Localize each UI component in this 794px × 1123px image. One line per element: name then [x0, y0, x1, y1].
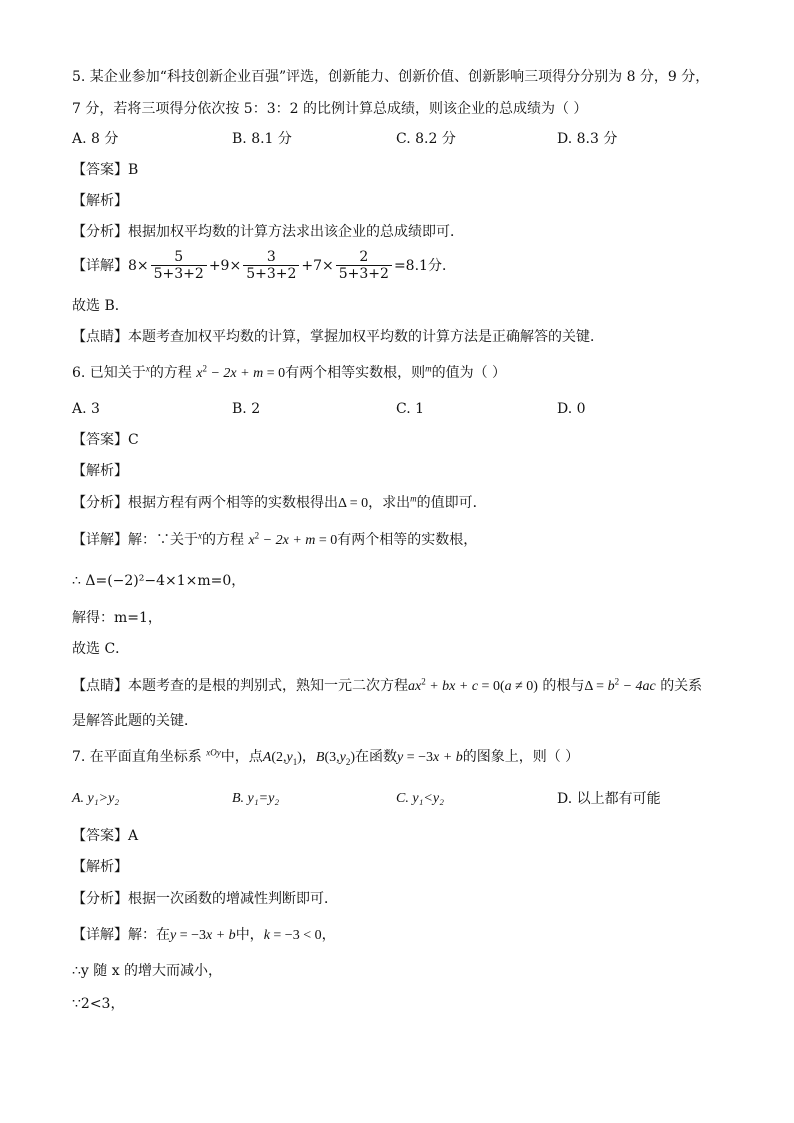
q6-equation: $x^2 - 2x + m = 0$	[196, 363, 286, 381]
q6-stem-part-b: 的方程	[149, 365, 192, 381]
q5-detail-label: 【详解】	[72, 257, 128, 274]
q6-step-1: ∴ Δ=(−2)²−4×1×m=0，	[72, 573, 246, 589]
q7-stem-part-a: 7. 在平面直角坐标系	[72, 749, 202, 765]
q6-var-x: x	[145, 363, 150, 374]
q7-function: y = −3x + b	[397, 750, 463, 765]
q7-detail-part-b: 中，	[235, 927, 264, 943]
q6-detail-var-x: x	[198, 530, 202, 541]
q6-delta-zero: Δ = 0	[338, 496, 369, 511]
q6-stem-part-d: 的值为（ ）	[431, 365, 507, 381]
q5-analysis-heading: 【解析】	[72, 193, 128, 209]
q5-analysis: 【分析】根据加权平均数的计算方法求出该企业的总成绩即可．	[72, 224, 464, 240]
q7-stem-part-e: 的图象上，则（ ）	[462, 749, 580, 765]
q5-fraction-1-den: 5+3+2	[153, 266, 204, 282]
q5-stem-line2: 7 分，若将三项得分依次按 5：3：2 的比例计算总成绩，则该企业的总成绩为（ ）	[72, 101, 588, 117]
q6-option-d: D. 0	[557, 401, 586, 417]
q7-option-a: A. y₁>y₂	[72, 791, 120, 806]
q6-analysis-part-b: ，求出	[368, 495, 411, 511]
q5-detail-result: =8.1分．	[393, 257, 456, 274]
q6-detail	[72, 531, 477, 550]
q6-comment-part-b: 的根与	[542, 678, 585, 694]
q7-answer: 【答案】A	[72, 828, 139, 844]
q7-option-c: C. y₁<y₂	[396, 791, 444, 806]
q5-fraction-2-num: 3	[243, 249, 299, 266]
q5-fraction-2	[243, 249, 299, 282]
q5-conclusion: 故选 B．	[72, 298, 129, 314]
q7-point-b: $B(3,y_2)$	[315, 750, 356, 767]
q5-fraction-1	[151, 249, 207, 282]
q6-detail-part-b: 的方程	[202, 532, 244, 548]
q7-coord-system: xOy	[206, 747, 221, 758]
q5-stem-line1: 5. 某企业参加“科技创新企业百强”评选，创新能力、创新价值、创新影响三项得分分别为 8 分，9 分，	[72, 69, 710, 85]
q7-detail-part-a: 【详解】解：在	[72, 927, 170, 943]
q7-detail: 【详解】解：在y = −3x + b中，k = −3 < 0，	[72, 927, 336, 943]
q7-step-1: ∴y 随 x 的增大而减小，	[72, 963, 223, 979]
q7-stem-part-d: 在函数	[355, 749, 398, 765]
q5-detail-term-3: +7×	[301, 257, 334, 274]
q7-step-2: ∵2<3，	[72, 996, 125, 1012]
q6-step-2: 解得：m=1，	[72, 610, 162, 626]
q7-stem-part-c: ，	[301, 749, 316, 765]
q6-comment-line2: 是解答此题的关键．	[72, 713, 198, 729]
q5-answer: 【答案】B	[72, 162, 139, 178]
q6-stem-part-a: 6. 已知关于	[72, 365, 146, 381]
q5-fraction-2-den: 5+3+2	[246, 266, 297, 282]
q7-slope: k = −3 < 0	[263, 928, 322, 943]
q6-comment-part-a: 【点睛】本题考查的是根的判别式，熟知一元二次方程	[72, 678, 408, 694]
q6-analysis-heading: 【解析】	[72, 463, 128, 479]
q6-stem-part-c: 有两个相等实数根，则	[285, 365, 426, 381]
q6-analysis	[72, 494, 487, 513]
q6-analysis-var-m: m	[410, 493, 417, 504]
q5-option-b: B. 8.1 分	[232, 131, 292, 147]
q5-detail-formula	[72, 249, 456, 282]
q5-fraction-3-num: 2	[336, 249, 392, 266]
q6-detail-equation: $x^2 - 2x + m = 0$	[248, 530, 338, 548]
q6-detail-part-a: 【详解】解：∵关于	[72, 532, 198, 548]
q5-option-c: C. 8.2 分	[396, 131, 456, 147]
q5-comment: 【点睛】本题考查加权平均数的计算，掌握加权平均数的计算方法是正确解答的关键．	[72, 329, 604, 345]
q5-option-d: D. 8.3 分	[557, 131, 618, 147]
q6-option-c: C. 1	[396, 401, 425, 417]
q5-fraction-3-den: 5+3+2	[338, 266, 389, 282]
q7-point-a: $A(2,y_1)$	[262, 750, 302, 767]
q6-conclusion: 故选 C．	[72, 641, 130, 657]
q6-stem	[72, 364, 506, 383]
q5-detail-term-2: +9×	[208, 257, 242, 274]
q6-comment-part-c: 的关系	[660, 678, 703, 694]
q7-option-d: D. 以上都有可能	[557, 791, 661, 807]
q7-analysis-heading: 【解析】	[72, 859, 128, 875]
q6-general-equation: $ax^2$ + bx + c = 0(a ≠ 0)	[408, 676, 538, 694]
q5-option-a: A. 8 分	[72, 131, 119, 147]
q6-discriminant: $\Delta = b^2 - 4ac$	[584, 676, 656, 694]
q5-fraction-3	[336, 249, 392, 282]
q7-stem-part-b: 中，点	[220, 749, 263, 765]
q6-detail-part-c: 有两个相等的实数根，	[337, 532, 478, 548]
q7-option-b: B. y₁=y₂	[232, 791, 280, 806]
q6-option-a: A. 3	[72, 401, 100, 417]
q6-analysis-part-c: 的值即可．	[416, 495, 487, 511]
q6-var-m: m	[425, 363, 432, 374]
q6-comment	[72, 677, 702, 696]
q6-analysis-part-a: 【分析】根据方程有两个相等的实数根得出	[72, 495, 338, 511]
q6-answer: 【答案】C	[72, 432, 139, 448]
q7-detail-function: y = −3x + b	[170, 928, 236, 943]
q6-option-b: B. 2	[232, 401, 261, 417]
q7-stem	[72, 748, 579, 767]
q7-analysis: 【分析】根据一次函数的增减性判断即可．	[72, 891, 338, 907]
q5-fraction-1-num: 5	[151, 249, 207, 266]
q5-detail-term-1: 8×	[128, 257, 149, 274]
